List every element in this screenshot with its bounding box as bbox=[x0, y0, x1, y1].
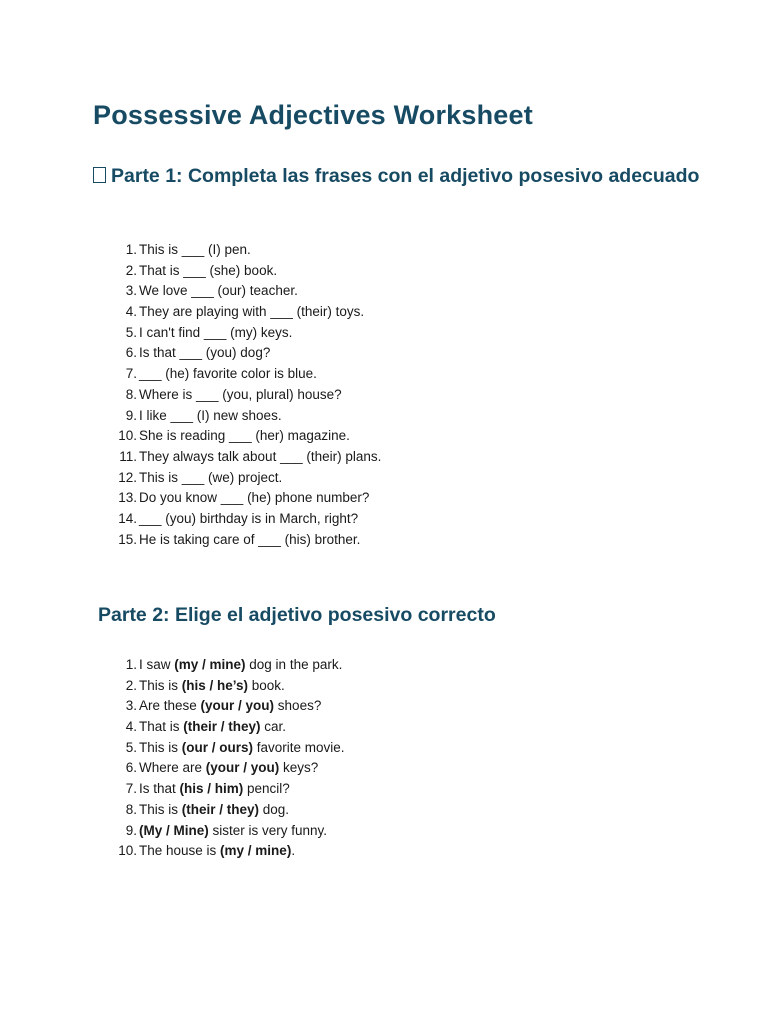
item-number: 5. bbox=[125, 324, 137, 340]
item-number: 6. bbox=[125, 760, 137, 776]
item-text bbox=[139, 821, 327, 842]
item-number: 8. bbox=[125, 386, 137, 402]
item-text bbox=[139, 779, 290, 800]
item-text-post: keys? bbox=[279, 760, 319, 776]
item-number: 5. bbox=[125, 739, 137, 755]
item-text: I like ___ (I) new shoes. bbox=[139, 407, 282, 423]
item-choice: (his / him) bbox=[179, 781, 244, 797]
item-text: I can't find ___ (my) keys. bbox=[139, 324, 293, 340]
item-text bbox=[139, 717, 286, 738]
item-text: He is taking care of ___ (his) brother. bbox=[139, 531, 361, 547]
item-text: This is ___ (I) pen. bbox=[139, 242, 251, 257]
item-number: 10. bbox=[118, 428, 137, 444]
item-text: They always talk about ___ (their) plans. bbox=[139, 448, 382, 464]
item-number: 3. bbox=[125, 283, 137, 299]
item-choice: (my / mine) bbox=[220, 843, 292, 859]
item-text: ___ (you) birthday is in March, right? bbox=[139, 510, 359, 526]
item-text-pre: This is bbox=[139, 677, 182, 693]
missing-glyph-box-icon bbox=[93, 167, 106, 183]
item-text bbox=[139, 800, 289, 821]
item-number: 2. bbox=[125, 262, 137, 278]
item-number: 15. bbox=[118, 531, 137, 547]
item-text-pre: That is bbox=[139, 719, 184, 735]
item-choice: (My / Mine) bbox=[139, 822, 209, 838]
item-text-post: dog in the park. bbox=[245, 657, 343, 672]
item-text bbox=[139, 696, 321, 717]
item-text-pre: Is that bbox=[139, 781, 180, 797]
item-text: Where is ___ (you, plural) house? bbox=[139, 386, 342, 402]
item-text bbox=[139, 738, 345, 759]
item-number: 4. bbox=[125, 304, 137, 320]
item-choice: (my / mine) bbox=[174, 657, 246, 672]
item-number: 10. bbox=[118, 843, 137, 859]
item-text-pre: I saw bbox=[139, 657, 175, 672]
item-number: 4. bbox=[125, 719, 137, 735]
item-text-pre: Where are bbox=[139, 760, 206, 776]
item-text-pre: This is bbox=[139, 801, 182, 817]
item-text: This is ___ (we) project. bbox=[139, 469, 283, 485]
item-text-post: dog. bbox=[259, 801, 290, 817]
item-number: 9. bbox=[125, 407, 137, 423]
item-number: 7. bbox=[125, 781, 137, 797]
item-text bbox=[139, 655, 342, 676]
item-text bbox=[139, 676, 285, 697]
item-text: They are playing with ___ (their) toys. bbox=[139, 304, 365, 320]
item-text: Is that ___ (you) dog? bbox=[139, 345, 271, 361]
item-text: That is ___ (she) book. bbox=[139, 262, 278, 278]
item-number: 13. bbox=[118, 490, 137, 506]
item-text: ___ (he) favorite color is blue. bbox=[139, 366, 317, 382]
item-text-pre: The house is bbox=[139, 843, 221, 859]
item-text-post: book. bbox=[248, 677, 285, 693]
item-text: She is reading ___ (her) magazine. bbox=[139, 428, 350, 444]
item-text: Do you know ___ (he) phone number? bbox=[139, 490, 370, 506]
item-text bbox=[139, 758, 318, 779]
item-choice: (his / he’s) bbox=[181, 677, 249, 693]
item-number: 8. bbox=[125, 801, 137, 817]
item-text-pre: This is bbox=[139, 739, 182, 755]
item-number: 1. bbox=[125, 657, 137, 672]
item-number: 11. bbox=[119, 448, 137, 464]
item-text-post: . bbox=[291, 843, 296, 859]
item-choice: (our / ours) bbox=[181, 739, 254, 755]
item-number: 6. bbox=[125, 345, 137, 361]
item-number: 9. bbox=[125, 822, 137, 838]
part1-heading-text: Parte 1: Completa las frases con el adjetivo posesivo adecuado bbox=[111, 165, 700, 187]
item-text bbox=[139, 841, 295, 862]
page-title: Possessive Adjectives Worksheet bbox=[93, 100, 533, 130]
item-text-post: shoes? bbox=[274, 698, 322, 714]
item-text-pre: Are these bbox=[139, 698, 201, 714]
item-number: 7. bbox=[125, 366, 137, 382]
item-text-post: sister is very funny. bbox=[208, 822, 328, 838]
part2-heading: Parte 2: Elige el adjetivo posesivo correcto bbox=[98, 604, 496, 626]
item-text-post: pencil? bbox=[243, 781, 290, 797]
item-choice: (your / you) bbox=[200, 698, 275, 714]
item-number: 12. bbox=[118, 469, 137, 485]
item-text-post: car. bbox=[260, 719, 287, 735]
item-choice: (your / you) bbox=[205, 760, 280, 776]
item-choice: (their / they) bbox=[183, 719, 261, 735]
item-number: 1. bbox=[125, 242, 137, 257]
item-text-post: favorite movie. bbox=[253, 739, 345, 755]
item-choice: (their / they) bbox=[181, 801, 260, 817]
item-number: 3. bbox=[125, 698, 137, 714]
item-number: 2. bbox=[125, 677, 137, 693]
part1-heading bbox=[93, 160, 713, 192]
item-number: 14. bbox=[118, 510, 137, 526]
item-text: We love ___ (our) teacher. bbox=[139, 283, 298, 299]
